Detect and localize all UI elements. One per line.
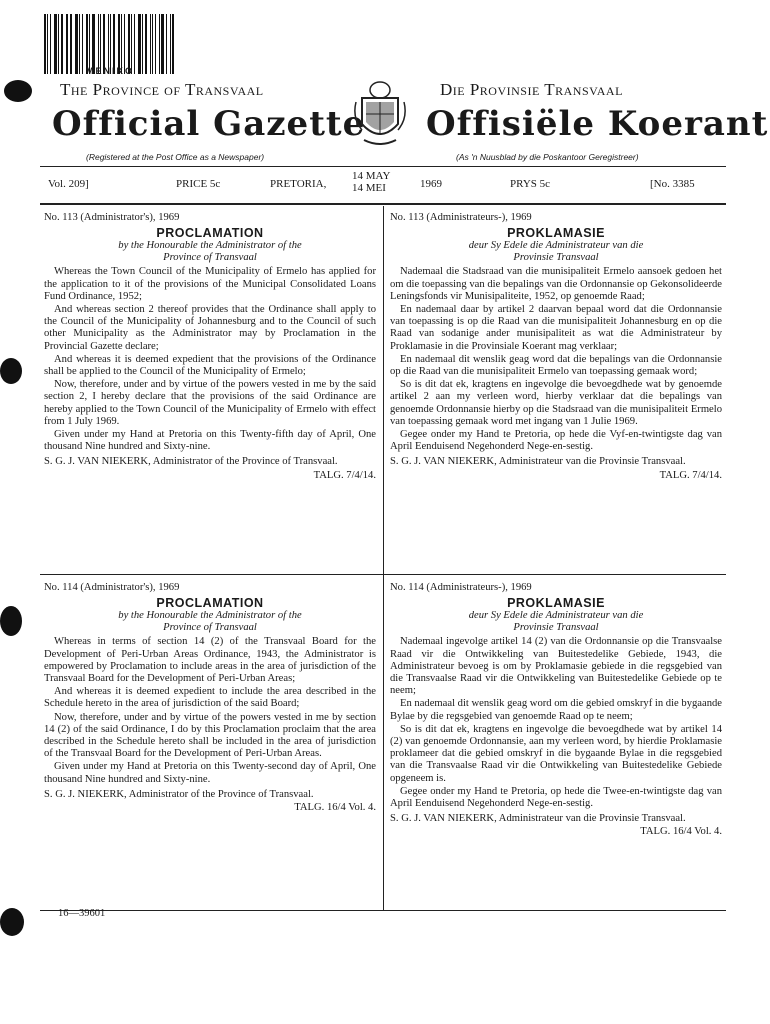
barcode-bar — [128, 14, 130, 74]
barcode-bar — [82, 14, 83, 74]
proclamation-113-af — [390, 212, 722, 483]
paragraph: Nademaal ingevolge artikel 14 (2) van die Ordonnansie op die Transvaalse Raad vir die Ontwikkeling van Buitestedelike Gebiede, 1943, die Administrateur bevoeg is om by Proklamasie gebiede in die regsgebied van die Transvaalse Raad vir die Ontwikkeling van Buitestedelike Gebiede op te neem; — [390, 636, 722, 697]
province-title-en: The Province of Transvaal — [60, 80, 264, 99]
paragraph: And whereas it is deemed expedient that the provisions of the Ordinance shall be applied to the Council of the Municipality of Ermelo; — [44, 353, 376, 378]
signature: S. G. J. VAN NIEKERK, Administrateur van die Provinsie Transvaal. — [390, 456, 686, 468]
proclamation-number: No. 114 (Administrateurs-), 1969 — [390, 582, 532, 593]
barcode-bar — [98, 14, 99, 74]
paragraph: So is dit dat ek, kragtens en ingevolge die bevoegdhede wat by genoemde artikel 2 aan my verleen word, hierby verklaar dat die bepalings van genoemde Ordonnansie hierby op die Stadsraad van die munisipaliteit Ermelo van toepassing gemaak word met ingang van 1 Julie 1969. — [390, 379, 722, 427]
proclamation-number: No. 113 (Administrateurs-), 1969 — [390, 212, 532, 223]
paragraph: Whereas the Town Council of the Municipality of Ermelo has applied for the application to it of the provisions of the Municipal Consolidated Loans Fund Ordinance, 1952; — [44, 266, 376, 302]
barcode-bar — [131, 14, 132, 74]
section-divider — [40, 574, 726, 575]
gazette-title-af: Offisiële Koerant — [426, 104, 769, 144]
barcode-bar — [67, 14, 68, 74]
info-rule-bottom — [40, 203, 726, 205]
reference: TALG. 16/4 Vol. 4. — [640, 826, 722, 838]
barcode-bar — [155, 14, 157, 74]
paragraph: And whereas section 2 thereof provides that the Ordinance shall apply to the Council of the Municipality of Johannesburg and to the Council of such other Municipality as the Administrator may by Proclamation in the Provincial Gazette declare; — [44, 304, 376, 352]
barcode-bar — [161, 14, 164, 74]
bottom-rule — [40, 910, 726, 911]
barcode-bar — [113, 14, 116, 74]
barcode-bar — [89, 14, 90, 74]
place: PRETORIA, — [270, 178, 327, 190]
proclamation-subheading-2: Province of Transvaal — [163, 621, 257, 633]
issue-number: [No. 3385 — [650, 178, 695, 190]
punch-hole-bottom — [0, 908, 24, 936]
proclamation-subheading-2: Provinsie Transvaal — [513, 621, 599, 633]
barcode-bar — [152, 14, 153, 74]
paragraph: Now, therefore, under and by virtue of the powers vested in me by the said section 2, I hereby declare that the provisions of the said Ordinance are hereby applied to the Town Council of the Municipality of Ermelo with effect from 1 July 1969. — [44, 379, 376, 427]
signature: S. G. J. NIEKERK, Administrator of the Province of Transvaal. — [44, 788, 314, 800]
year: 1969 — [420, 178, 442, 190]
barcode-bar — [121, 14, 122, 74]
punch-hole-middle — [0, 358, 22, 384]
barcode-bar — [108, 14, 109, 74]
registration-note-af: (As 'n Nuusblad by die Poskantoor Geregistreer) — [456, 152, 639, 162]
paragraph: And whereas it is deemed expedient to include the area described in the Schedule hereto in the area of jurisdiction of the said Board; — [44, 686, 376, 710]
volume-number: Vol. 209] — [48, 178, 89, 190]
paragraph: En nademaal daar by artikel 2 daarvan bepaal word dat die Ordonnansie van toepassing is op die Raad van die munisipaliteit Johannesburg en op die Raad van sodanige ander munisipaliteit as wat die Administrateur by Proklamasie in die Provinsiale Koerant mag verklaar; — [390, 304, 722, 352]
proclamation-114-af — [390, 582, 722, 840]
barcode-bar — [166, 14, 167, 74]
province-title-af: Die Provinsie Transvaal — [440, 80, 623, 99]
paragraph: En nademaal dit wenslik geag word om die gebied omskryf in die bygaande Bylae by die regsgebied van genoemde Raad op te neem; — [390, 698, 722, 722]
barcode-bar — [50, 14, 51, 74]
proclamation-subheading-2: Province of Transvaal — [163, 251, 257, 263]
column-divider — [383, 206, 384, 911]
signature: S. G. J. VAN NIEKERK, Administrator of the Province of Transvaal. — [44, 456, 338, 468]
print-code: 16—39601 — [58, 908, 106, 919]
proclamation-number: No. 113 (Administrator's), 1969 — [44, 212, 180, 223]
paragraph: Given under my Hand at Pretoria on this Twenty-second day of April, One thousand Nine hundred and Sixty-nine. — [44, 761, 376, 785]
barcode-bar — [79, 14, 80, 74]
barcode-bar — [103, 14, 105, 74]
barcode-bar — [118, 14, 120, 74]
signature: S. G. J. VAN NIEKERK, Administrateur van die Provinsie Transvaal. — [390, 813, 686, 825]
barcode-bar — [142, 14, 143, 74]
barcode-bar — [70, 14, 72, 74]
barcode-bar — [159, 14, 160, 74]
barcode-bar — [124, 14, 125, 74]
barcode-bar — [58, 14, 59, 74]
barcode-bar — [61, 14, 63, 74]
proclamation-heading: PROKLAMASIE — [507, 596, 605, 611]
reference: TALG. 7/4/14. — [313, 469, 376, 481]
proclamation-heading: PROCLAMATION — [156, 596, 264, 611]
punch-hole-top — [4, 80, 32, 102]
barcode-bar — [54, 14, 57, 74]
barcode-bar — [100, 14, 101, 74]
registration-note-en: (Registered at the Post Office as a Newspaper) — [86, 152, 265, 162]
paragraph: En nademaal dit wenslik geag word dat die bepalings van die Ordonnansie op die Raad van die munisipaliteit Ermelo van toepassing gemaak word; — [390, 353, 722, 378]
paragraph: So is dit dat ek, kragtens en ingevolge die bevoegdhede wat by artikel 14 (2) van genoemde Ordonnansie, aan my verleen word, by hierdie Proklamasie proklameer dat die gebied omskryf in die bygaande Bylae in die regsgebied van die Transvaalse Raad vir die Ontwikkeling van Buitestedelike Gebiede opgeneem is. — [390, 723, 722, 784]
proclamation-heading: PROKLAMASIE — [507, 226, 605, 241]
barcode-bar — [170, 14, 171, 74]
proclamation-subheading-1: by the Honourable the Administrator of the — [118, 610, 302, 622]
paragraph: Whereas in terms of section 14 (2) of the Transvaal Board for the Development of Peri-Urban Areas Ordinance, 1943, the Administrator is empowered by Proclamation to include areas in the area of jurisdiction of the Transvaal Board for the Development of Peri-Urban Areas; — [44, 636, 376, 685]
date-en: 14 MAY — [352, 170, 391, 182]
barcode-bar — [92, 14, 95, 74]
date-af: 14 MEI — [352, 182, 386, 194]
barcode-bar — [145, 14, 147, 74]
paragraph: Given under my Hand at Pretoria on this Twenty-fifth day of April, One thousand Nine hundred and Sixty-nine. — [44, 429, 376, 453]
proclamation-subheading-2: Provinsie Transvaal — [513, 251, 599, 263]
paragraph: Gegee onder my Hand te Pretoria, op hede die Vyf-en-twintigste dag van April Eenduisend Negehonderd Nege-en-sestig. — [390, 429, 722, 453]
barcode-label: MENIKO — [86, 66, 134, 76]
proclamation-subheading-1: deur Sy Edele die Administrateur van die — [468, 240, 644, 252]
reference: TALG. 7/4/14. — [659, 469, 722, 481]
proclamation-114-en — [44, 582, 376, 815]
barcode-bar — [134, 14, 135, 74]
barcode-bar — [110, 14, 111, 74]
punch-hole-lower — [0, 606, 22, 636]
barcode-bar — [47, 14, 48, 74]
barcode-bar — [172, 14, 174, 74]
price-en: PRICE 5c — [176, 178, 221, 190]
price-af: PRYS 5c — [510, 178, 551, 190]
paragraph: Nademaal die Stadsraad van die munisipaliteit Ermelo aansoek gedoen het om die toepassing van die bepalings van die Ordonnansie op Gekonsolideerde Leningsfonds vir Munisipaliteite, 1952, op genoemde Raad; — [390, 266, 722, 302]
gazette-title-en: Official Gazette — [52, 104, 366, 144]
proclamation-heading: PROCLAMATION — [156, 226, 264, 241]
barcode-bar — [66, 14, 67, 74]
barcode-bar — [138, 14, 141, 74]
proclamation-subheading-1: deur Sy Edele die Administrateur van die — [468, 610, 644, 622]
proclamation-number: No. 114 (Administrator's), 1969 — [44, 582, 180, 593]
info-rule-top — [40, 166, 726, 167]
barcode — [44, 14, 176, 74]
proclamation-113-en — [44, 212, 376, 483]
paragraph: Now, therefore, under and by virtue of the powers vested in me by section 14 (2) of the said Ordinance, I do by this Proclamation proclaim that the area described in the Schedule hereto shall be included in the area of jurisdiction of the Transvaal Board for the Development of Peri-Urban Areas. — [44, 711, 376, 760]
barcode-bar — [75, 14, 78, 74]
proclamation-subheading-1: by the Honourable the Administrator of the — [118, 240, 302, 252]
barcode-bar — [86, 14, 88, 74]
barcode-bar — [44, 14, 46, 74]
barcode-bar — [150, 14, 151, 74]
reference: TALG. 16/4 Vol. 4. — [294, 802, 376, 814]
coat-of-arms-icon — [352, 78, 408, 150]
paragraph: Gegee onder my Hand te Pretoria, op hede die Twee-en-twintigste dag van April Eenduisend Negehonderd Nege-en-sestig. — [390, 785, 722, 810]
